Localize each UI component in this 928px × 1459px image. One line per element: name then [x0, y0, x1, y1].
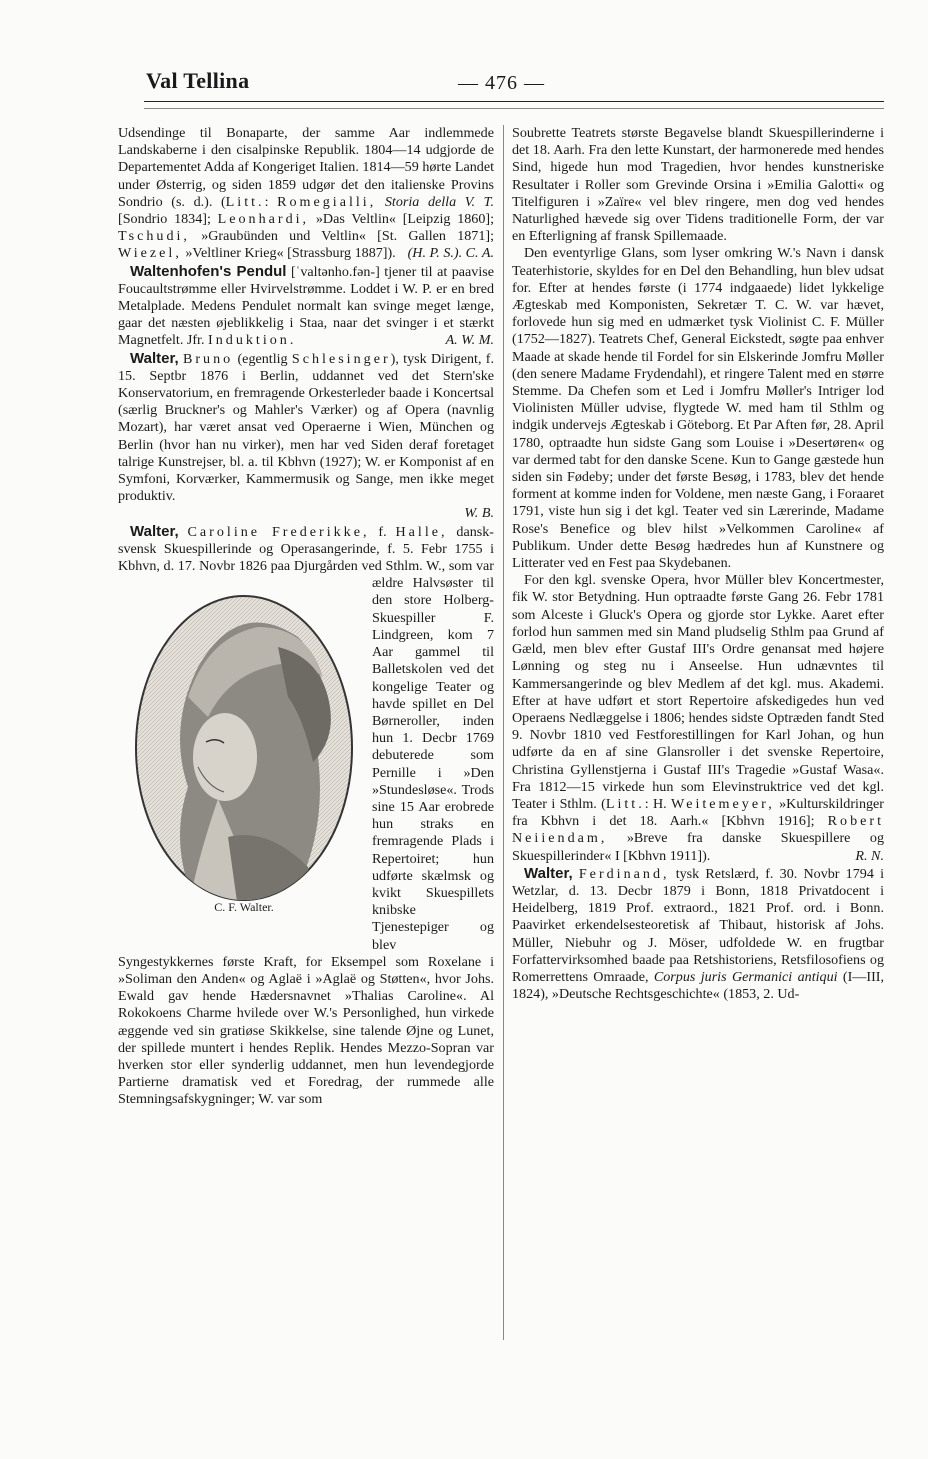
- page-number: — 476 —: [458, 72, 545, 94]
- portrait-caption: C. F. Walter.: [214, 900, 274, 915]
- walter-caroline-paragraph-2: Den eventyrlige Glans, som lyser omkring W.'s Navn i dansk Teaterhistorie, skyldes for en Del den Behandling, hun blev udsat for. Efter at hendes første (i 1774 indgaaede) lidet lykkelige Ægteskab med Komponisten, Sekretær T. C. W. var hævet, forlovede hun sig med en udmærket tysk Violinist C. F. Müller (1752—1827). Teatrets Chef, General Eickstedt, søgte paa enhver Maade at skade hende til Fordel for sin Elskerinde Jomfru Møller (den senere Madame Frydendahl), et ringere Talent med en større Stemme. Da Chefen som et Led i Jomfru Møller's Intriger lod Violinisten Müller udvise, flygtede W. med ham til Sthlm og indgik undervejs Ægteskab i Göteborg. Et Par Aften før, 28. April 1780, optraadte hun sidste Gang som Louise i »Desertøren« og var dermed tabt for den danske Scene. Kun to Gange gæstede hun siden sin Fødeby; under det første Besøg, i 1783, blev det hende forment at komme inden for Voldene, men næste Gang, i Foraaret 1791, viste hun sig i det kgl. Teater ved sin Lærerinde, Madame Rose's Benefice og blev hilst »Velkommen Caroline« af Publikum. Under dette Besøg hædredes hun af Kunstnere og Litterater ved en Fest paa Skydebanen.: [512, 245, 884, 572]
- val-tellina-continuation: Udsendinge til Bonaparte, der samme Aar indlemmede Landskaberne i den cisalpinske Republik. 1804—14 udgjorde de Departementet Adda af Kongeriget Italien. 1814—59 hørte Landet under Østerrig, og siden 1859 udgør det den italienske Provins Sondrio (s. d.). (Litt.: Romegialli, Storia della V. T. [Sondrio 1834]; Leonhardi, »Das Veltlin« [Leipzig 1860]; Tschudi, »Graubünden und Veltlin« [St. Gallen 1871]; Wiezel, »Veltliner Krieg« [Strassburg 1887]). (H. P. S.). C. A.: [118, 125, 494, 262]
- signature: A. W. M.: [445, 332, 494, 349]
- entry-waltenhofens-pendul: Waltenhofen's Pendul [ˈvaltənho.fən-] tjener til at paavise Foucaultstrømme eller Hvirvelstrømme. Loddet i W. P. er en bred Metalplade. Medens Pendulet normalt kan svinge meget længe, gaar det næsten øjeblikkelig i Staa, naar det svinger i et stærkt Magnetfelt. Jfr. Induktion. A. W. M.: [118, 262, 495, 349]
- portrait-image: [128, 587, 360, 909]
- entry-walter-ferdinand: Walter, Ferdinand, tysk Retslærd, f. 30. Novbr 1794 i Wetzlar, d. 13. Decbr 1879 i Bonn, 1818 Privatdocent i Heidelberg, 1819 Prof. extraord., 1821 Prof. ord. i Bonn. Paavirket erkendelsesteoretisk af Thibaut, historisk af Johs. Müller, Niebuhr og J. Möser, udfoldede W. en frugtbar Forfattervirksomhed baade paa Retshistoriens, Retsfilosofiens og Romerrettens Omraade, Corpus juris Germanici antiqui (I—III, 1824), »Deutsche Rechtsgeschichte« (1853, 2. Ud-: [512, 864, 884, 1003]
- headword: Walter,: [130, 349, 179, 367]
- header-rule: [144, 101, 884, 102]
- headword: Waltenhofen's Pendul: [130, 262, 287, 280]
- walter-caroline-paragraph-3: For den kgl. svenske Opera, hvor Müller blev Koncertmester, fik W. stor Betydning. Hun optraadte første Gang 26. Febr 1781 som Alceste i Gluck's Opera og gjorde stor Lykke. Aaret efter forlod hun sammen med sin Mand pludselig Sthlm paa Grund af Gæld, men blev efter Gustaf III's Ordre genansat med højere Lønning og steg nu i Anseelse. Hun udnævntes til Kammersangerinde og blev Medlem af det kgl. mus. Akademi. Efter at have udført et stort Repertoire afskedigedes hun ved Operaens Nedlæggelse i 1806; hendes sidste Optræden fandt Sted 9. Novbr 1810 ved Festforestillingen for Karl Johan, og hun udførte da en af sine Glansroller i det svenske Repertoire, Christina Gyllenstjerna i Gustaf III's Tragedie »Gustaf Wasa«. Fra 1812—15 virkede hun som Elevinstruktrice ved det kgl. Teater i Sthlm. (Litt.: H. Weitemeyer, »Kulturskildringer fra Kbhvn i det 18. Aarh.« [Kbhvn 1916]; Robert Neiiendam, »Breve fra danske Skuespillere og Skuespillerinder« I [Kbhvn 1911]). R. N.: [512, 572, 884, 864]
- running-header-title: Val Tellina: [146, 68, 250, 93]
- left-column: [118, 125, 494, 1109]
- headword: Walter,: [524, 864, 573, 882]
- portrait-figure: [118, 577, 366, 949]
- signature: R. N.: [855, 847, 884, 864]
- header-rule-thin: [144, 108, 884, 109]
- right-column: [512, 125, 884, 1003]
- headword: Walter,: [130, 522, 179, 540]
- signature: (H. P. S.). C. A.: [407, 245, 494, 262]
- walter-caroline-continued: Soubrette Teatrets største Begavelse blandt Skuespillerinderne i det 18. Aarh. Fra den lette Kunstart, der harmonerede med hendes Sind, higede hun mod Tragedien, hvor hendes kunstneriske Resultater i Roller som Grevinde Orsina i »Emilia Galotti« og Titelfiguren i »Zaïre« vel blev ringere, men dog ved hendes Naturlighed hævede sig over Tidens traditionelle Form, der var en Efterligning af fransk Spillemaade.: [512, 125, 884, 245]
- column-divider: [503, 125, 504, 1340]
- entry-walter-caroline: Walter, Caroline Frederikke, f. Halle, dansk-svensk Skuespillerinde og Operasangerinde, f. 5. Febr 1755 i Kbhvn, d. 17. Novbr 1826 paa Djurgården ved Sthlm. W., som C. F. Walter. var ældre Halvsøster til den store Holberg-Skuespiller F. Lindgreen, kom 7 Aar gammel til Balletskolen ved det kongelige Teater og havde spillet en Del Børneroller, inden hun 1. Decbr 1769 debuterede som Pernille i »Den »Stundesløse«. Trods sine 15 Aar erobrede hun straks en fremragende Plads i Repertoiret; hun udførte skælmsk og kvikt Skuespillets knibske Tjenestepiger og blev Syngestykkernes første Kraft, for Eksempel som Roxelane i »Soliman den Anden« og Aglaë i »Aglaë og Støtten«, hvor Johs. Ewald gav hende Hædersnavnet »Thalias Caroline«. Al Rokokoens Charme hvilede over W.'s Personlighed, hun virkede æggende ved sin gratiøse Skikkelse, sine talende Øjne og Lunet, der spillede muntert i hendes Replik. Hendes Mezzo-Sopran var hverken stor eller synderlig uddannet, men hun levendegjorde Partierne dramatisk ved et Foredrag, der rummede alle Stemningsafskygninger; W. var som: [118, 522, 495, 1108]
- signature: W. B.: [464, 505, 494, 522]
- cross-reference: Induktion.: [208, 332, 297, 349]
- entry-walter-bruno: Walter, Bruno (egentlig Schlesinger), tysk Dirigent, f. 15. Septbr 1876 i Berlin, uddannet ved det Stern'ske Konservatorium, en fremragende Orkesterleder baade i Koncertsal (særlig Bruckner's og Mahler's Værker) og af Opera (navnlig Mozart), har været ansat ved Operaerne i Wien, München og Berlin (hvor han nu virker), men har ved Siden deraf foretaget talrige Kunstrejser, bl. a. til Kbhvn (1927); W. er Komponist af en Symfoni, Korværker, Kammermusik og Sange, men ikke meget produktiv. W. B.: [118, 349, 494, 522]
